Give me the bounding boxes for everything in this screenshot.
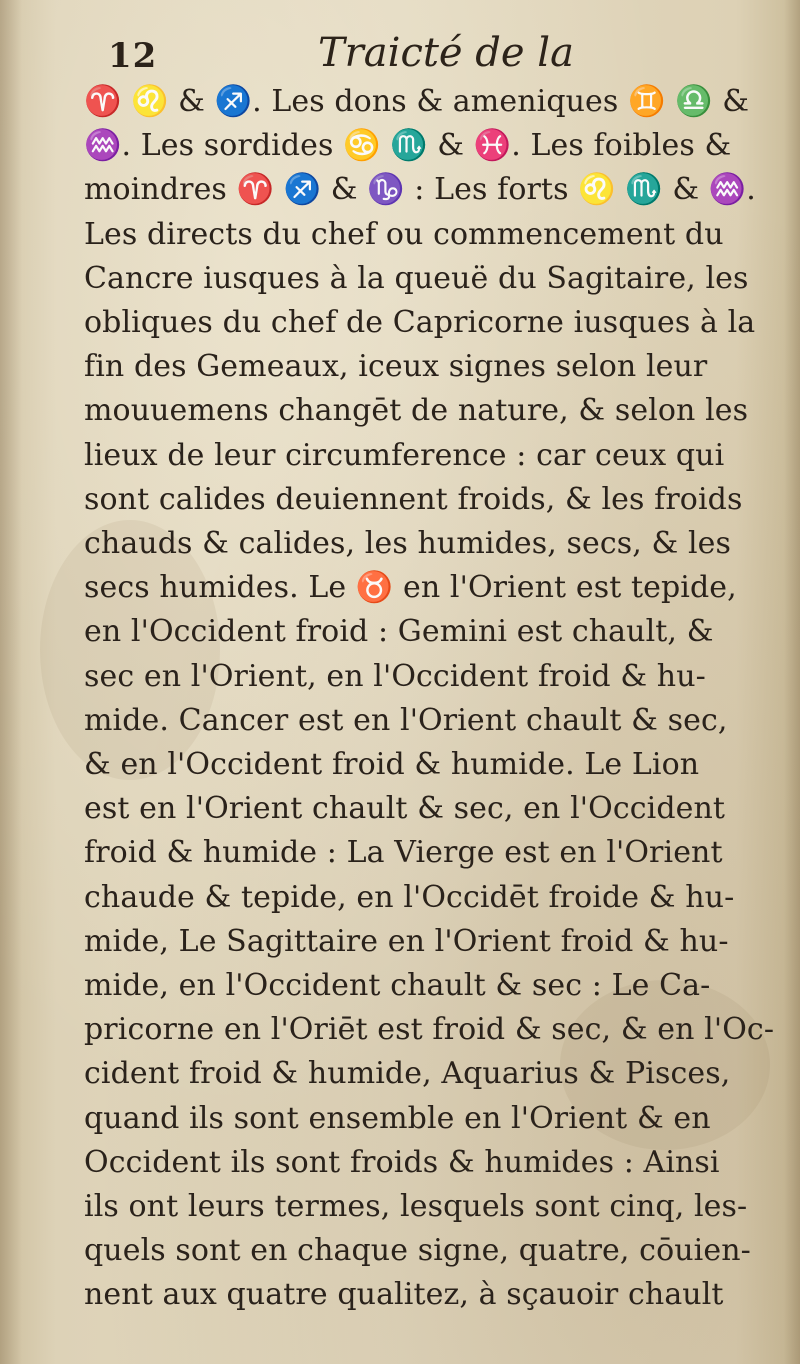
body-text	[84, 83, 774, 1333]
text-line: Cancre iusques à la queuë du Sagitaire, les	[84, 260, 749, 296]
text-line: lieux de leur circumference : car ceux qui	[84, 437, 725, 473]
text-line: mide, Le Sagittaire en l'Orient froid & hu-	[84, 923, 729, 959]
text-line: sec en l'Orient, en l'Occident froid & hu-	[84, 658, 706, 694]
text-line: Les directs du chef ou commencement du	[84, 216, 724, 252]
text-line: mide. Cancer est en l'Orient chault & sec,	[84, 702, 728, 738]
text-line: en l'Occident froid : Gemini est chault, &	[84, 614, 714, 650]
text-line: sont calides deuiennent froids, & les froids	[84, 481, 743, 517]
text-line: quand ils sont ensemble en l'Orient & en	[84, 1100, 711, 1136]
text-line: chauds & calides, les humides, secs, & les	[84, 526, 732, 561]
text-line: mide, en l'Occident chault & sec : Le Ca-	[84, 968, 711, 1003]
text-line: obliques du chef de Capricorne iusques à la	[84, 305, 756, 340]
text-line: & en l'Occident froid & humide. Le Lion	[84, 747, 700, 782]
text-line: moindres ♈ ♐ & ♑ : Les forts ♌ ♏ & ♒.	[84, 172, 756, 208]
page-number: 12	[108, 36, 158, 76]
text-line: fin des Gemeaux, iceux signes selon leur	[84, 349, 708, 385]
text-line: cident froid & humide, Aquarius & Pisces,	[84, 1056, 731, 1092]
text-line: quels sont en chaque signe, quatre, cōuien-	[84, 1233, 751, 1269]
text-line: Occident ils sont froids & humides : Ainsi	[84, 1144, 720, 1180]
text-line: pricorne en l'Oriēt est froid & sec, & en l'Oc-	[84, 1012, 774, 1048]
text-line: est en l'Orient chault & sec, en l'Occident	[84, 791, 726, 827]
text-line: secs humides. Le ♉ en l'Orient est tepide,	[84, 570, 737, 606]
text-line: ♒. Les sordides ♋ ♏ & ♓. Les foibles &	[84, 128, 732, 164]
text-line: mouuemens changēt de nature, & selon les	[84, 393, 749, 429]
text-line: froid & humide : La Vierge est en l'Orient	[84, 835, 723, 871]
text-line: nent aux quatre qualitez, à sçauoir chault	[84, 1277, 724, 1313]
text-line: chaude & tepide, en l'Occidēt froide & hu-	[84, 879, 735, 915]
text-line: ils ont leurs termes, lesquels sont cinq, les-	[84, 1189, 748, 1224]
page-header	[108, 28, 748, 80]
running-title: Traicté de la	[318, 30, 574, 76]
text-line: ♈ ♌ & ♐. Les dons & ameniques ♊ ♎ &	[84, 84, 750, 119]
